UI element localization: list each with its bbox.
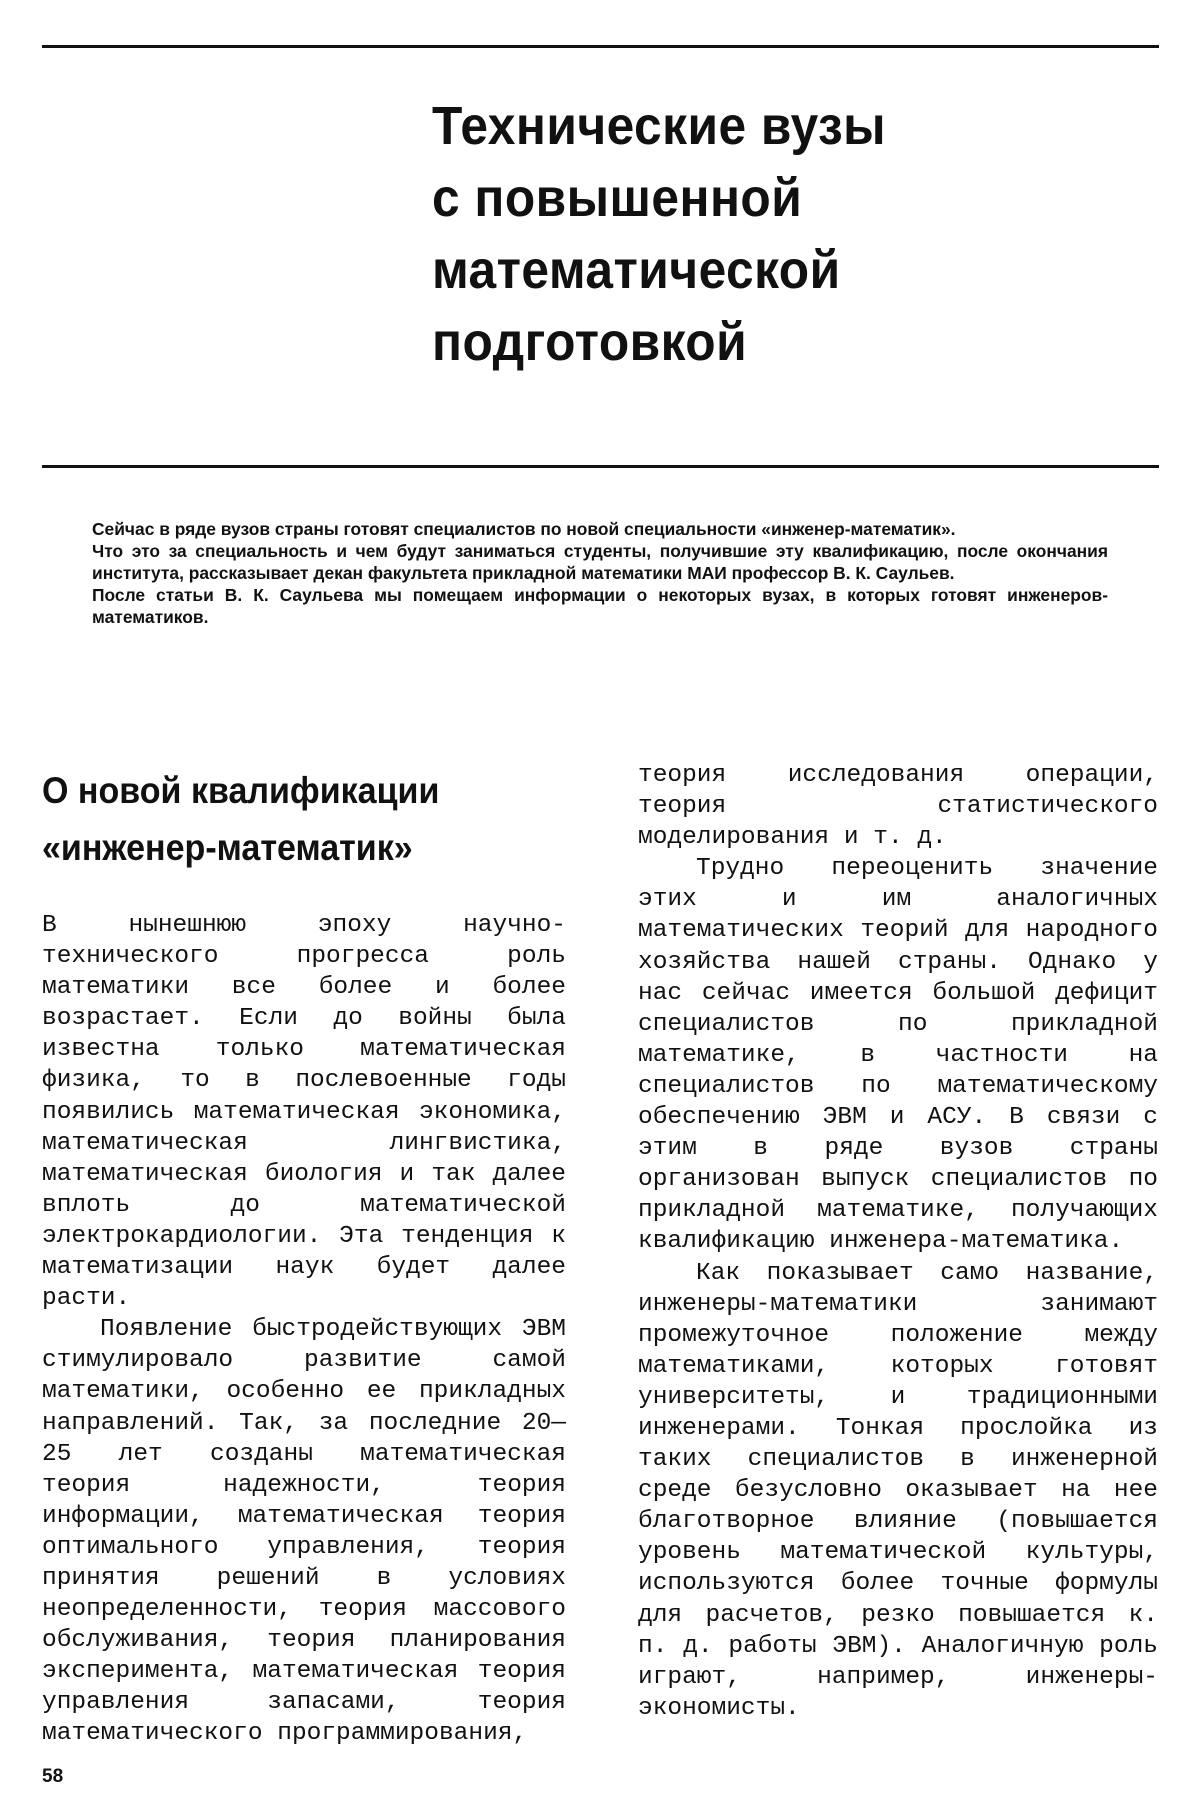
body-paragraph: теория исследования операции, теория статистического моделирования и т. д. — [638, 762, 1158, 852]
body-paragraph: Трудно переоценить значение этих и им аналогичных математических теорий для народного хозяйства нашей страны. Однако у нас сейчас имеется большой дефицит специалистов по прикладной математике, в частности на специалистов по математическому обеспечению ЭВМ и АСУ. В связи с этим в ряде вузов страны организован выпуск специалистов по прикладной математике, получающих квалификацию инженера-математика. — [638, 855, 1158, 1256]
body-paragraph: В нынешнюю эпоху научно-технического прогресса роль математики все более и более возрастает. Если до войны была известна только математическая физика, то в послевоенные годы появились математическая экономика, математическая лингвистика, математическая биология и так далее вплоть до математической электрокардиологии. Эта тенденция к математизации наук будет далее расти. — [42, 912, 566, 1313]
article-title-line: О новой квалификации — [42, 770, 440, 811]
intro-paragraph: Что это за специальность и чем будут заниматься студенты, получившие эту квалификацию, после окончания института, рассказывает декан факультета прикладной математики МАИ профессор В. К. Саульев. — [92, 541, 1108, 583]
body-paragraph: Как показывает само название, инженеры-математики занимают промежуточное положение между математиками, которых готовят университеты, и традиционными инженерами. Тонкая прослойка из таких специалистов в инженерной среде безусловно оказывает на нее благотворное влияние (повышается уровень математической культуры, используются более точные формулы для расчетов, резко повышается к. п. д. работы ЭВМ). Аналогичную роль играют, например, инженеры-экономисты. — [638, 1259, 1158, 1722]
title-line: Технические вузы — [432, 96, 887, 156]
article-left-column — [42, 910, 566, 1750]
top-divider — [42, 45, 1159, 48]
article-right-column — [638, 760, 1158, 1724]
intro-paragraph: Сейчас в ряде вузов страны готовят специалистов по новой специальности «инженер-математик». — [92, 519, 956, 539]
page-number: 58 — [42, 1766, 64, 1787]
article-title-line: «инженер-математик» — [42, 827, 413, 868]
page-title — [432, 90, 1076, 378]
section-divider — [42, 465, 1159, 468]
title-line: подготовкой — [432, 312, 748, 372]
title-line: математической — [432, 240, 841, 300]
intro-paragraph: После статьи В. К. Саульева мы помещаем информации о некоторых вузах, в которых готовят инженеров-математиков. — [92, 585, 1108, 627]
body-paragraph: Появление быстродействующих ЭВМ стимулировало развитие самой математики, особенно ее прикладных направлений. Так, за последние 20—25 лет созданы математическая теория надежности, теория информации, математическая теория оптимального управления, теория принятия решений в условиях неопределенности, теория массового обслуживания, теория планирования эксперимента, математическая теория управления запасами, теория математического программирования, — [42, 1316, 566, 1748]
article-title — [42, 762, 557, 876]
editorial-intro — [92, 518, 1108, 628]
title-line: с повышенной — [432, 168, 803, 228]
